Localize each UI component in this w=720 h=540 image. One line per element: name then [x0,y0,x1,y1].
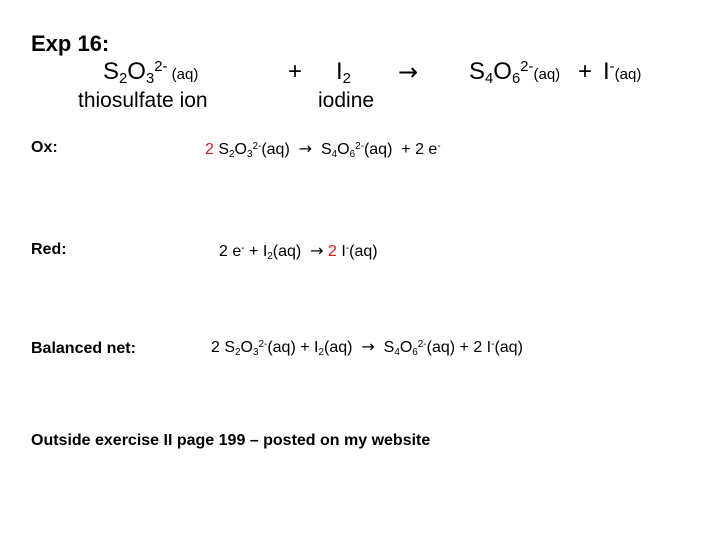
tetrathionate-formula: $S_4O_6^{2-}(aq)$ [469,58,561,88]
red-half-equation: 2 $e^- + I_2(aq) \to 2$ I-(aq) [219,241,378,262]
thiosulfate-formula: $S_2O_3^{2-}$ (aq) [103,58,199,88]
net-equation: 2 $S_2O_3^{2-}(aq) + I_2(aq) \to S_4O_6^{2-}(aq) + 2$ I-(aq) [211,337,523,358]
slide-title: Exp 16: [31,31,110,56]
ox-coefficient: 2 [205,141,214,158]
footer-note: Outside exercise II page 199 – posted on my website [31,432,431,449]
iodine-label: iodine [318,89,375,112]
iodide-formula: I-(aq) [603,58,642,85]
red-coefficient: 2 [327,243,337,260]
plus-sign: + [578,58,593,85]
iodine-formula: $I_2$ [336,58,351,88]
thiosulfate-label: thiosulfate ion [78,89,208,112]
reaction-arrow: → [398,58,419,86]
plus-sign: + [288,58,303,85]
net-label: Balanced net: [31,340,136,357]
ox-half-equation: 2 $S_2O_3^{2-}(aq) \to S_4O_6^{2-}(aq) + 2$ e- [205,139,441,160]
red-label: Red: [31,241,67,258]
ox-label: Ox: [31,139,58,156]
